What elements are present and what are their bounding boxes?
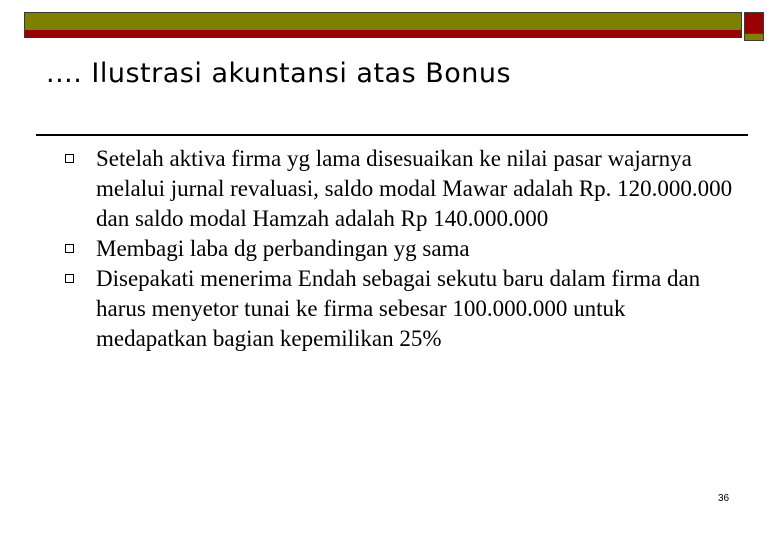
header-maroon-stripe: [25, 30, 741, 38]
title-divider: [36, 134, 748, 136]
header-corner-square: [744, 12, 764, 34]
hollow-square-icon: [65, 244, 74, 253]
header-decoration-band: [24, 12, 742, 38]
header-corner-square-accent: [744, 34, 764, 41]
page-number: 36: [718, 493, 730, 504]
header-olive-stripe: [25, 13, 741, 30]
hollow-square-icon: [65, 154, 74, 163]
bullet-text: Membagi laba dg perbandingan yg sama: [96, 236, 470, 261]
bullet-text: Setelah aktiva firma yg lama disesuaikan ke nilai pasar wajarnya melalui jurnal revaluasi, saldo modal Mawar adalah Rp. 120.000.000 dan saldo modal Hamzah adalah Rp 140.000.000: [96, 146, 733, 231]
bullet-list: [60, 144, 740, 354]
bullet-text: Disepakati menerima Endah sebagai sekutu baru dalam firma dan harus menyetor tunai ke firma sebesar 100.000.000 untuk medapatkan bagian kepemilikan 25%: [96, 266, 701, 351]
list-item: [60, 234, 740, 264]
slide-title: .... Ilustrasi akuntansi atas Bonus: [46, 58, 512, 89]
list-item: [60, 144, 740, 234]
hollow-square-icon: [65, 274, 74, 283]
list-item: [60, 264, 740, 354]
